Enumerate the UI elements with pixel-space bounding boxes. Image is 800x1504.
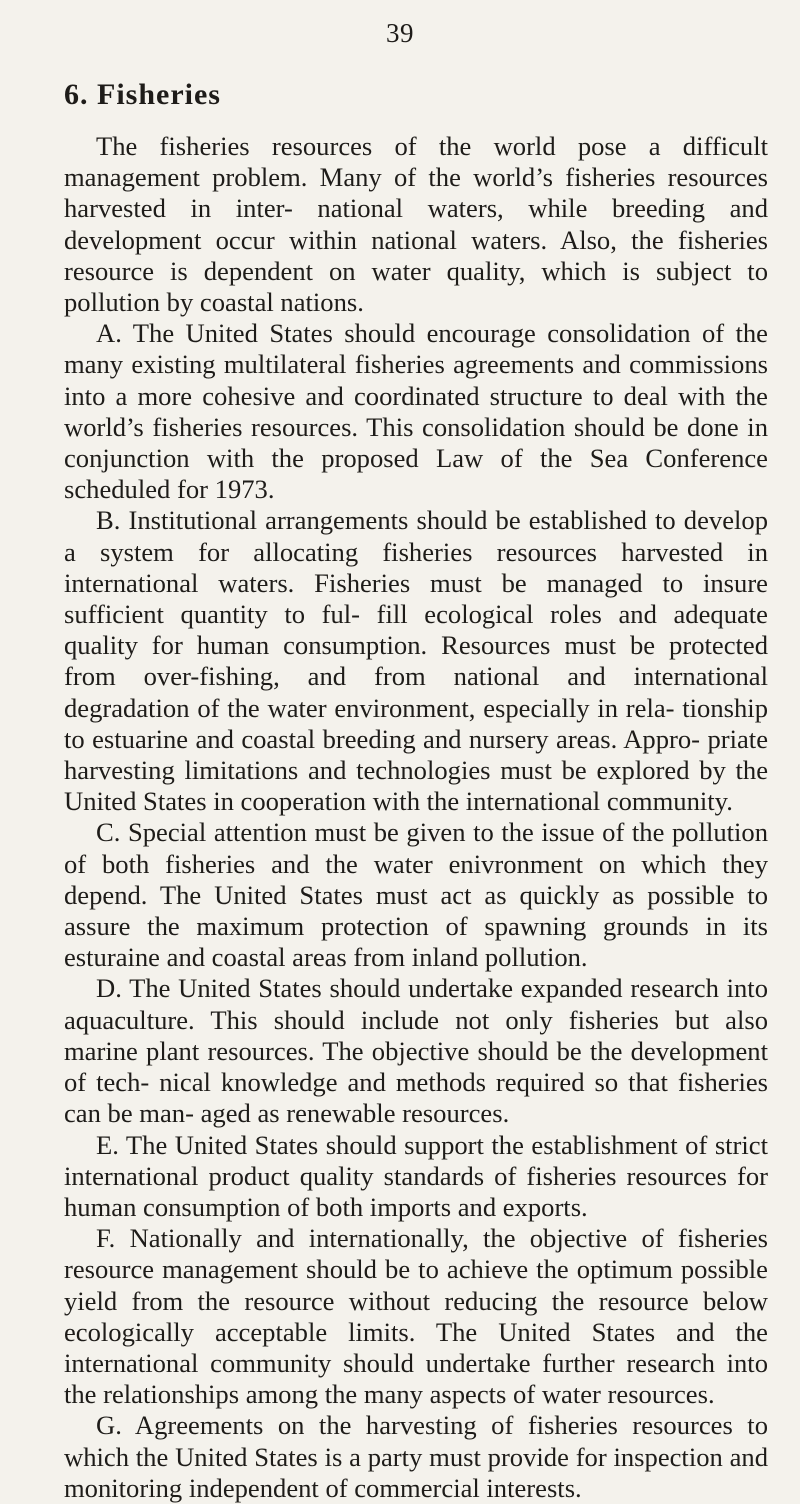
section-heading: 6. Fisheries (64, 78, 221, 111)
recommendation-d: D. The United States should undertake expanded research into aquaculture. This should include not only fisheries but also marine plant resources. The objective should be the development of tech- nical knowledge and methods required so that fisheries can be man- aged as renewable resources. (64, 973, 768, 1129)
intro-paragraph: The fisheries resources of the world pose a difficult management problem. Many of the world’s fisheries resources harvested in inter- national waters, while breeding and development occur within national waters. Also, the fisheries resource is dependent on water quality, which is subject to pollution by coastal nations. (64, 131, 768, 318)
recommendation-c: C. Special attention must be given to the issue of the pollution of both fisheries and the water enivronment on which they depend. The United States must act as quickly as possible to assure the maximum protection of spawning grounds in its esturaine and coastal areas from inland pollution. (64, 817, 768, 973)
recommendation-b: B. Institutional arrangements should be established to develop a system for allocating fisheries resources harvested in international waters. Fisheries must be managed to insure sufficient quantity to ful- fill ecological roles and adequate quality for human consumption. Resources must be protected from over-fishing, and from national and international degradation of the water environment, especially in rela- tionship to estuarine and coastal breeding and nursery areas. Appro- priate harvesting limitations and technologies must be explored by the United States in cooperation with the international community. (64, 505, 768, 817)
recommendation-f: F. Nationally and internationally, the objective of fisheries resource management should be to achieve the optimum possible yield from the resource without reducing the resource below ecologically acceptable limits. The United States and the international community should undertake further research into the relationships among the many aspects of water resources. (64, 1223, 768, 1410)
recommendation-a: A. The United States should encourage consolidation of the many existing multilateral fisheries agreements and commissions into a more cohesive and coordinated structure to deal with the world’s fisheries resources. This consolidation should be done in conjunction with the proposed Law of the Sea Conference scheduled for 1973. (64, 318, 768, 505)
page-number: 39 (386, 18, 414, 48)
recommendation-e: E. The United States should support the establishment of strict international product quality standards of fisheries resources for human consumption of both imports and exports. (64, 1129, 768, 1222)
recommendation-g: G. Agreements on the harvesting of fisheries resources to which the United States is a party must provide for inspection and monitoring independent of commercial interests. (64, 1410, 768, 1503)
section-body (64, 131, 768, 1504)
